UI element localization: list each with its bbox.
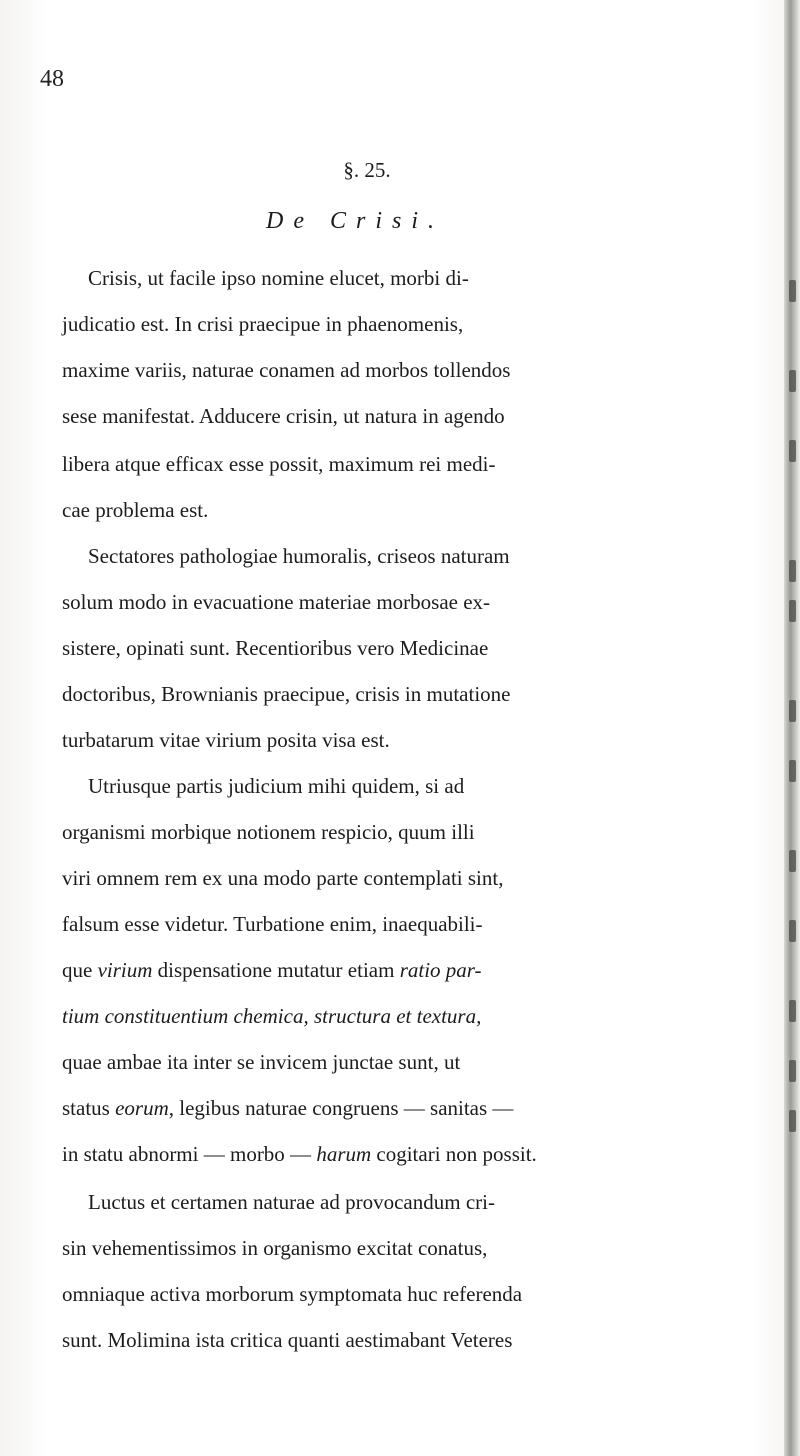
text-segment: , legibus naturae congruens — sanitas — — [168, 1096, 514, 1120]
text-line — [62, 866, 503, 891]
text-segment: Crisis, ut facile ipso nomine elucet, morbi di- — [88, 266, 469, 290]
text-segment: Utriusque partis judicium mihi quidem, si ad — [88, 774, 465, 798]
text-segment: falsum esse videtur. Turbatione enim, inaequabili- — [62, 912, 483, 936]
text-segment: sin vehementissimos in organismo excitat conatus, — [62, 1236, 488, 1260]
text-segment: turbatarum vitae virium posita visa est. — [62, 728, 390, 752]
edge-mark — [789, 440, 796, 462]
section-title: De Crisi. — [265, 208, 444, 234]
text-line — [62, 820, 475, 845]
text-segment: quae ambae ita inter se invicem junctae sunt, ut — [62, 1050, 461, 1074]
text-line — [62, 1236, 487, 1261]
italic-text: eorum — [115, 1096, 169, 1120]
text-line — [62, 358, 510, 383]
text-line — [62, 682, 511, 707]
text-segment: sese manifestat. Adducere crisin, ut natura in agendo — [62, 404, 505, 428]
edge-mark — [789, 850, 796, 872]
italic-text: tium constituentium chemica, structura et textura, — [62, 1004, 482, 1028]
text-line — [62, 1282, 522, 1307]
text-segment: organismi morbique notionem respicio, quum illi — [62, 820, 475, 844]
text-segment: maxime variis, naturae conamen ad morbos tollendos — [62, 358, 511, 382]
text-segment: viri omnem rem ex una modo parte contemplati sint, — [62, 866, 504, 890]
section-number: §. 25. — [343, 158, 391, 182]
text-line — [62, 636, 488, 661]
edge-mark — [789, 560, 796, 582]
text-line — [88, 266, 469, 291]
text-line — [62, 1328, 512, 1353]
italic-text: ratio par- — [399, 958, 482, 982]
text-segment: cogitari non possit. — [371, 1142, 537, 1166]
text-segment: dispensatione mutatur etiam — [152, 958, 400, 982]
edge-mark — [789, 600, 796, 622]
text-line — [62, 912, 483, 937]
text-line — [88, 774, 464, 799]
text-segment: Luctus et certamen naturae ad provocandum cri- — [88, 1190, 495, 1214]
text-segment: libera atque efficax esse possit, maximum rei medi- — [62, 452, 496, 476]
text-line — [62, 1142, 537, 1167]
page-number: 48 — [40, 66, 64, 92]
text-line — [88, 544, 510, 569]
text-line — [62, 404, 505, 429]
text-line — [62, 590, 490, 615]
text-segment: que — [62, 958, 98, 982]
text-segment: solum modo in evacuatione materiae morbosae ex- — [62, 590, 491, 614]
text-segment: in statu abnormi — morbo — — [62, 1142, 317, 1166]
text-segment: judicatio est. In crisi praecipue in phaenomenis, — [62, 312, 464, 336]
text-segment: omniaque activa morborum symptomata huc referenda — [62, 1282, 523, 1306]
italic-text: harum — [316, 1142, 372, 1166]
edge-mark — [789, 1000, 796, 1022]
text-segment: doctoribus, Brownianis praecipue, crisis in mutatione — [62, 682, 511, 706]
edge-mark — [789, 280, 796, 302]
text-line — [62, 728, 390, 753]
text-line — [62, 1050, 460, 1075]
text-line — [62, 452, 495, 477]
edge-mark — [789, 1060, 796, 1082]
edge-mark — [789, 760, 796, 782]
text-segment: sunt. Molimina ista critica quanti aestimabant Veteres — [62, 1328, 513, 1352]
text-segment: cae problema est. — [62, 498, 209, 522]
text-line — [62, 312, 463, 337]
text-line — [88, 1190, 495, 1215]
text-segment: sistere, opinati sunt. Recentioribus vero Medicinae — [62, 636, 489, 660]
edge-mark — [789, 370, 796, 392]
edge-mark — [789, 1110, 796, 1132]
text-segment: status — [62, 1096, 116, 1120]
edge-mark — [789, 920, 796, 942]
text-segment: Sectatores pathologiae humoralis, criseos naturam — [88, 544, 510, 568]
italic-text: virium — [97, 958, 153, 982]
text-line — [62, 1096, 513, 1121]
text-line — [62, 1004, 481, 1029]
text-line — [62, 958, 482, 983]
text-line — [62, 498, 208, 523]
edge-mark — [789, 700, 796, 722]
